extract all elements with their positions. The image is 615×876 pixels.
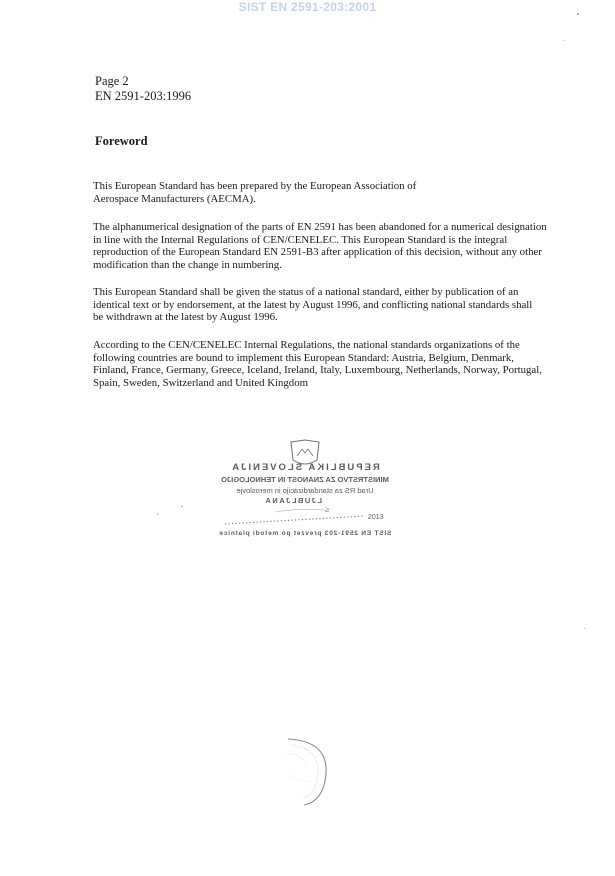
document-watermark: SIST EN 2591-203:2001: [238, 0, 377, 14]
page-number: Page 2: [95, 74, 129, 88]
scan-speck: [584, 628, 585, 629]
standard-designation: EN 2591-203:1996: [95, 89, 192, 103]
stamp-line-4: LJUBLJANA: [263, 496, 323, 505]
stamp-year: 2013: [368, 514, 384, 521]
svg-text:≥: ≥: [325, 505, 330, 514]
scan-speck: [577, 13, 579, 15]
paragraph-status: This European Standard shall be given the status of a national standard, either by publication of an identical text or by endorsement, at the latest by August 1996, and conflicting national standards shall be withdrawn at the latest by August 1996.: [93, 286, 533, 324]
paragraph-designation: The alphanumerical designation of the parts of EN 2591 has been abandoned for a numerical designation in line with the Internal Regulations of CEN/CENELEC. This European Standard is the integral reproduction of the European Standard EN 2591-B3 after application of this decision, without any other modification than the change in numbering.: [93, 221, 547, 271]
stamp-line-1: REPUBLIKA SLOVENIJA: [230, 462, 380, 473]
paragraph-countries: According to the CEN/CENELEC Internal Regulations, the national standards organizations of the following countries are bound to implement this European Standard: Austria, Belgium, Denmark, Finland, France, Germany, Greece, Iceland, Ireland, Italy, Luxembourg, Netherlands, Norway, Portugal, Spain, Sweden, Switzerland and United Kingdom: [93, 339, 542, 389]
section-title: Foreword: [95, 134, 148, 148]
scan-speck: [181, 506, 183, 507]
stamp-line-3: Urad RS za standardizacijo in meroslovje: [236, 486, 374, 495]
scan-speck: [157, 513, 158, 515]
coat-of-arms-icon: [291, 440, 319, 464]
stamp-line-2: MINISTRSTVO ZA ZNANOST IN TEHNOLOGIJO: [221, 475, 389, 484]
office-stamp: [205, 438, 405, 543]
embossed-seal: [280, 735, 340, 807]
paragraph-preparation: This European Standard has been prepared by the European Association of Aerospace Manufacturers (AECMA).: [93, 180, 417, 205]
page-header: [95, 74, 191, 104]
scan-speck: [563, 40, 564, 41]
stamp-line-5: SIST EN 2591-203 prevzet po metodi platnice: [218, 530, 392, 537]
